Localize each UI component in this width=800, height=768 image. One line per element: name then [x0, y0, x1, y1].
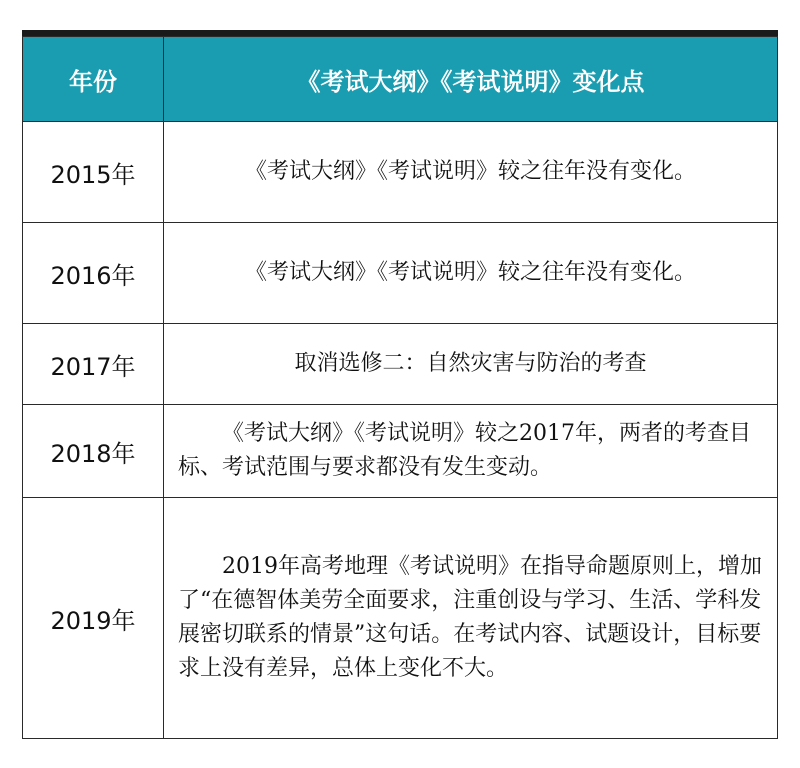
year-cell: 2015年: [23, 122, 164, 223]
table-row: [23, 122, 778, 223]
year-cell: 2017年: [23, 324, 164, 405]
header-year: 年份: [23, 37, 164, 122]
table-row: [23, 405, 778, 498]
exam-changes-table: [22, 36, 778, 739]
change-text: 取消选修二：自然灾害与防治的考查: [164, 324, 778, 405]
year-cell: 2016年: [23, 223, 164, 324]
change-text: 《考试大纲》《考试说明》较之往年没有变化。: [164, 223, 778, 324]
changes-table-container: [22, 30, 778, 739]
header-changes: 《考试大纲》《考试说明》变化点: [164, 37, 778, 122]
table-row: [23, 223, 778, 324]
change-text: 2019年高考地理《考试说明》在指导命题原则上，增加了“在德智体美劳全面要求，注重创设与学习、生活、学科发展密切联系的情景”这句话。在考试内容、试题设计，目标要求上没有差异，总体上变化不大。: [164, 498, 778, 739]
year-cell: 2019年: [23, 498, 164, 739]
change-text: 《考试大纲》《考试说明》较之往年没有变化。: [164, 122, 778, 223]
change-text: 《考试大纲》《考试说明》较之2017年，两者的考查目标、考试范围与要求都没有发生变动。: [164, 405, 778, 498]
table-row: [23, 498, 778, 739]
table-header-row: [23, 37, 778, 122]
year-cell: 2018年: [23, 405, 164, 498]
table-row: [23, 324, 778, 405]
